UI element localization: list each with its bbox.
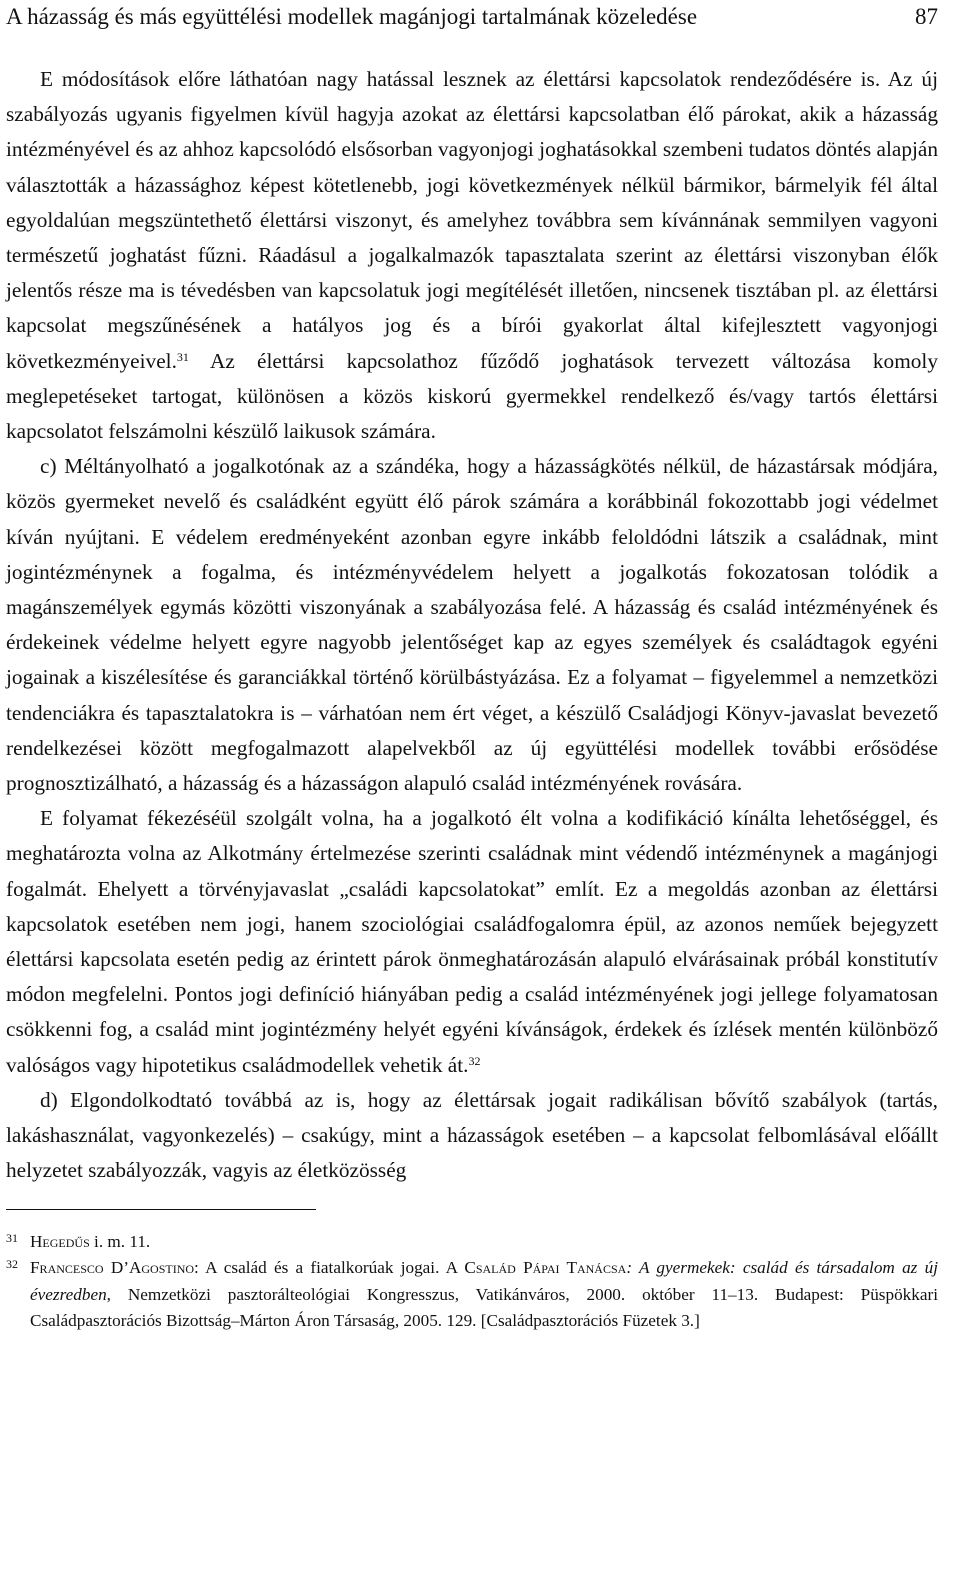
paragraph-2: c) Méltányolható a jogalkotónak az a szándéka, hogy a házasságkötés nélkül, de házastársak módjára, közös gyermeket nevelő és családként együtt élő párok számára a korábbinál fokozottabb jogi védelmet kíván nyújtani. E védelem eredményeként azonban egyre inkább feloldódni látszik a családnak, mint jogintézménynek a fogalma, és intézményvédelem helyett a jogalkotás fokozatosan tolódik a magánszemélyek egymás közötti viszonyának a szabályozása felé. A házasság és család intézményének és érdekeinek védelme helyett egyre nagyobb jelentőséget kap az egyes személyek és családtagok egyéni jogainak a kiszélesítése és garanciákkal történő körülbástyázása. Ez a folyamat – figyelemmel a nemzetközi tendenciákra és tapasztalatokra is – várhatóan nem ért véget, a készülő Családjogi Könyv-javaslat bevezető rendelkezései között megfogalmazott alapelvekből az új együttélési modellek további erősödése prognosztizálható, a házasság és a házasságon alapuló család intézményének rovására.	[6, 454, 938, 796]
paragraph-1	[6, 62, 938, 449]
footnote-citation-part-1: : A család és a fiatalkorúak jogai. A	[194, 1258, 465, 1278]
footnote-divider	[6, 1209, 316, 1210]
footnote-citation-part-2: , Nemzetközi pasztorálteológiai Kongresszus, Vatikánváros, 2000. október 11–13. Budapest: Püspökkari Családpasztorációs Bizottság–Márton Áron Társaság, 2005. 129. [Családpasztorációs Füzetek 3.]	[30, 1284, 938, 1331]
footnote-text	[30, 1229, 938, 1256]
paragraph-1-text-b: Az élettársi kapcsolathoz fűződő joghatások tervezett változása komoly meglepetéseket tartogat, különösen a közös kiskorú gyermekkel rendelkező és/vagy tartós élettársi kapcsolatot felszámolni készülő laikusok számára.	[6, 348, 938, 444]
footnotes	[6, 1229, 938, 1335]
paragraph-3	[6, 801, 938, 1083]
footnote-31	[6, 1229, 938, 1256]
footnote-32	[6, 1255, 938, 1335]
paragraph-1-text-a: E módosítások előre láthatóan nagy hatással lesznek az élettársi kapcsolatok rendeződésére is. Az új szabályozás ugyanis figyelmen kívül hagyja azokat az élettársi kapcsolatban élő párokat, akik a házasság intézményével és az ahhoz kapcsolódó elsősorban vagyonjogi joghatásokkal szembeni tudatos döntés alapján választották a házassághoz képest kötetlenebb, jogi következmények nélkül bármikor, bármelyik fél által egyoldalúan megszüntethető élettársi viszonyt, és amelyhez továbbra sem kívánnának semmilyen vagyoni természetű joghatást fűzni. Ráadásul a jogalkalmazók tapasztalata szerint az élettársi viszonyban élők jelentős része ma is tévedésben van kapcsolatuk jogi megítélését illetően, nincsenek tisztában pl. az élettársi kapcsolat megszűnésének a hatályos jog és a bírói gyakorlat által kifejlesztett vagyonjogi következményeivel.	[6, 67, 938, 373]
page-number: 87	[915, 4, 938, 29]
footnote-author: Francesco D’Agostino	[30, 1258, 195, 1278]
paragraph-4: d) Elgondolkodtató továbbá az is, hogy az élettársak jogait radikálisan bővítő szabályok (tartás, lakáshasználat, vagyonkezelés) – csakúgy, mint a házasságok esetében – a kapcsolat felbomlásával előállt helyzetet szabályozzák, vagyis az életközösség	[6, 1087, 938, 1183]
main-text	[6, 62, 938, 1189]
footnote-author: Hegedűs	[30, 1231, 90, 1251]
footnote-number: 32	[6, 1257, 18, 1272]
running-header	[6, 0, 938, 30]
footnote-ref-31[interactable]: 31	[176, 349, 189, 364]
footnote-ref-32[interactable]: 32	[468, 1053, 481, 1068]
footnote-citation: i. m. 11.	[89, 1231, 151, 1251]
footnote-number: 31	[6, 1230, 18, 1245]
footnote-book-title: : A gyermekek: család és társadalom az új évezredben	[30, 1258, 938, 1304]
running-title: A házasság és más együttélési modellek magánjogi tartalmának közeledése	[6, 4, 698, 29]
footnote-organization: Család Pápai Tanácsa	[464, 1258, 627, 1278]
footnote-text	[30, 1255, 938, 1335]
paragraph-3-text: E folyamat fékezéséül szolgált volna, ha a jogalkotó élt volna a kodifikáció kínálta lehetőséggel, és meghatározta volna az Alkotmány értelmezése szerinti családnak mint védendő intézménynek a magánjogi fogalmát. Ehelyett a törvényjavaslat „családi kapcsolatokat” említ. Ez a megoldás azonban az élettársi kapcsolatok esetében nem jogi, hanem szociológiai családfogalomra épül, az azonos neműek bejegyzett élettársi kapcsolata esetén pedig az érintett párok önmeghatározásán alapuló elvárásainak próbál konstitutív módon megfelelni. Pontos jogi definíció hiányában pedig a család intézményének jogi jellege folyamatosan csökkenni fog, a család mint jogintézmény helyét egyéni kívánságok, érdekek és ízlések mentén különböző valóságos vagy hipotetikus családmodellek vehetik át.	[6, 806, 938, 1077]
